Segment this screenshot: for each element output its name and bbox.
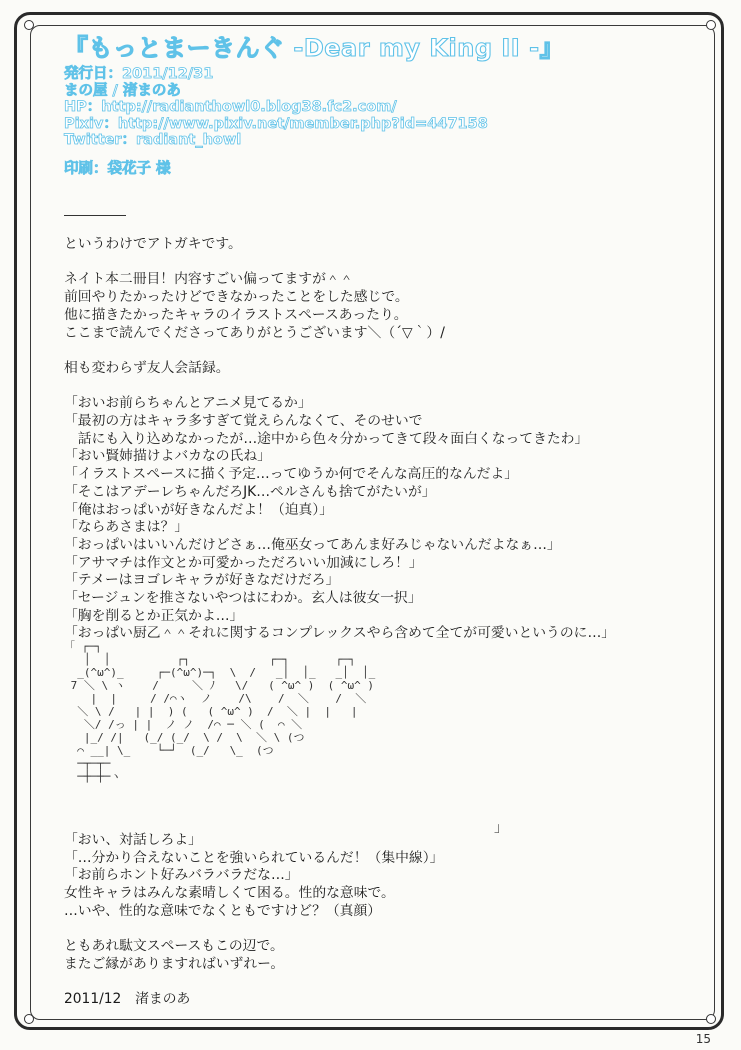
corner-ornament bbox=[706, 1014, 716, 1024]
divider-line bbox=[64, 215, 126, 216]
printer-credit: 印刷：袋花子 様 bbox=[64, 160, 171, 177]
colophon-header bbox=[64, 34, 684, 177]
circle-name: まの屋 / 渚まのあ bbox=[64, 82, 181, 99]
book-title: 『もっとまーきんぐ -Dear my King II -』 bbox=[64, 34, 565, 62]
page-number: 15 bbox=[695, 1032, 711, 1046]
pixiv-url: Pixiv：http://www.pixiv.net/member.php?id=447158 bbox=[64, 115, 488, 132]
ascii-closing-bracket: 」 bbox=[494, 820, 508, 836]
afterword-closing-text: 「おい、対話しろよ」 「…分かり合えないことを強いられているんだ！（集中線）」 「お前らホント好みバラバラだな…」 女性キャラはみんな素晴しくて困る。性的な意味で。 …いや、性的な意味でなくともですけど？（真顔） ともあれ駄文スペースもこの辺で。 またご縁がありますればいずれー。 2011/12 渚まのあ bbox=[64, 832, 444, 1008]
ascii-art-illustration: 「 ┌─┐ │ │ ┌┐ ┌─┐ ┌─┐ _(^ω^)_ ┌─(^ω^)─┐ \ / _│ │_ _│ │_ 7 ＼ \ ヽ / ＼ ﾉ \/ ( ^ω^ ) ( ^ω^ ) | | / /⌒ヽ ノ /\ / ＼ / ＼ ＼ \ / | | ) ( ( ^ω^ ) / ＼ | | | ＼/ /っ | | ノ ノ /⌒ ─ ＼ ( ⌒ ＼ |_/ /| (_/ (_/ \ / \ ＼ \ (つ ⌒ __| \_ └─┘ (_/ \_ (つ ─┬─┬─ ─┼─┼─ヽ bbox=[64, 640, 376, 783]
corner-ornament bbox=[24, 20, 34, 30]
corner-ornament bbox=[706, 20, 716, 30]
publish-date: 発行日：2011/12/31 bbox=[64, 66, 214, 82]
corner-ornament bbox=[24, 1014, 34, 1024]
afterword-text: というわけでアトガキです。 ネイト本二冊目！内容すごい偏ってますが＾＾ 前回やりたかったけどできなかったことをした感じで。 他に描きたかったキャラのイラストスペースあったり。 ここまで読んでくださってありがとうございます＼（´▽｀）/ 相も変わらず友人会話録。 「おいお前らちゃんとアニメ見てるか」 「最初の方はキャラ多すぎて覚えらんなくて、そのせいで 話にも入り込めなかったが…途中から色々分かってきて段々面白くなってきたわ」 「おい賢姉描けよバカなの氏ね」 「イラストスペースに描く予定…ってゆうか何でそんな高圧的なんだよ」 「そこはアデーレちゃんだろJK…ペルさんも捨てがたいが」 「俺はおっぱいが好きなんだよ！（迫真）」 「ならあさまは？」 「おっぱいはいいんだけどさぁ…俺巫女ってあんま好みじゃないんだよなぁ…」 「アサマチは作文とか可愛かっただろいい加減にしろ！」 「テメーはヨゴレキャラが好きなだけだろ」 「セージュンを推さないやつはにわか。玄人は彼女一択」 「胸を削るとか正気かよ…」 「おっぱい厨乙＾＾それに関するコンプレックスやら含めて全てが可愛いというのに…」 bbox=[64, 236, 616, 642]
homepage-url: HP：http://radianthowl0.blog38.fc2.com/ bbox=[64, 99, 397, 115]
twitter-handle: Twitter：radiant_howl bbox=[64, 132, 242, 148]
